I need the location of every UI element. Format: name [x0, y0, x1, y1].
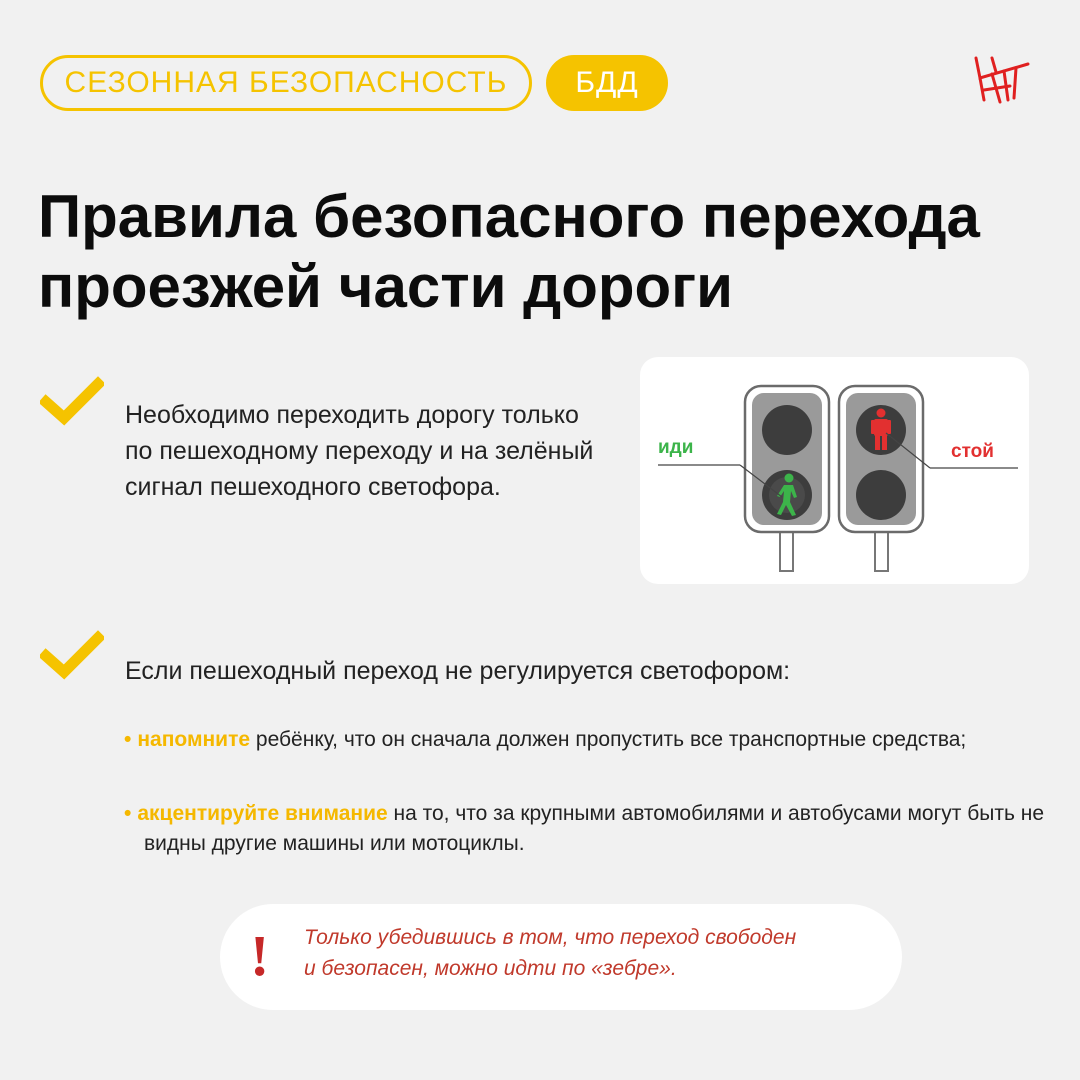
title-line-2: проезжей части дороги [38, 253, 734, 320]
warning-line-2: и безопасен, можно идти по «зебре». [304, 957, 677, 980]
list-item [124, 725, 1044, 755]
bullet-text: на то, что за крупными автомобилями и автобусами могут быть не видны другие машины или мотоциклы. [144, 802, 1044, 855]
traffic-lights-drawing [640, 357, 1029, 584]
title-line-1: Правила безопасного перехода [38, 183, 980, 250]
highlight-text: акцентируйте внимание [137, 802, 388, 825]
highlight-text: напомните [137, 728, 251, 751]
crossing-rule-text: Необходимо переходить дорогу только по пешеходному переходу и на зелёный сигнал пешеходного светофора. [125, 401, 594, 501]
list-item [124, 799, 1044, 859]
category-tag-bdd: БДД [546, 55, 668, 111]
unregulated-crossing-text: Если пешеходный переход не регулируется светофором: [125, 657, 791, 685]
warning-note [220, 904, 902, 1010]
bullet-text: ребёнку, что он сначала должен пропустить все транспортные средства; [250, 728, 967, 751]
stop-label: стой [951, 441, 994, 462]
exclamation-icon: ! [250, 923, 270, 988]
warning-note-text [304, 922, 884, 984]
go-label: иди [658, 437, 694, 458]
category-tag-seasonal-safety: СЕЗОННАЯ БЕЗОПАСНОСТЬ [40, 55, 532, 111]
bullet-dot: • [124, 802, 132, 825]
traffic-light-illustration [640, 357, 1029, 584]
chair-logo-icon [970, 50, 1034, 106]
checkmark-icon [40, 376, 104, 428]
checkmark-icon [40, 630, 104, 682]
bullet-dot: • [124, 728, 132, 751]
warning-line-1: Только убедившись в том, что переход свободен [304, 926, 797, 949]
page-title [38, 182, 1048, 322]
